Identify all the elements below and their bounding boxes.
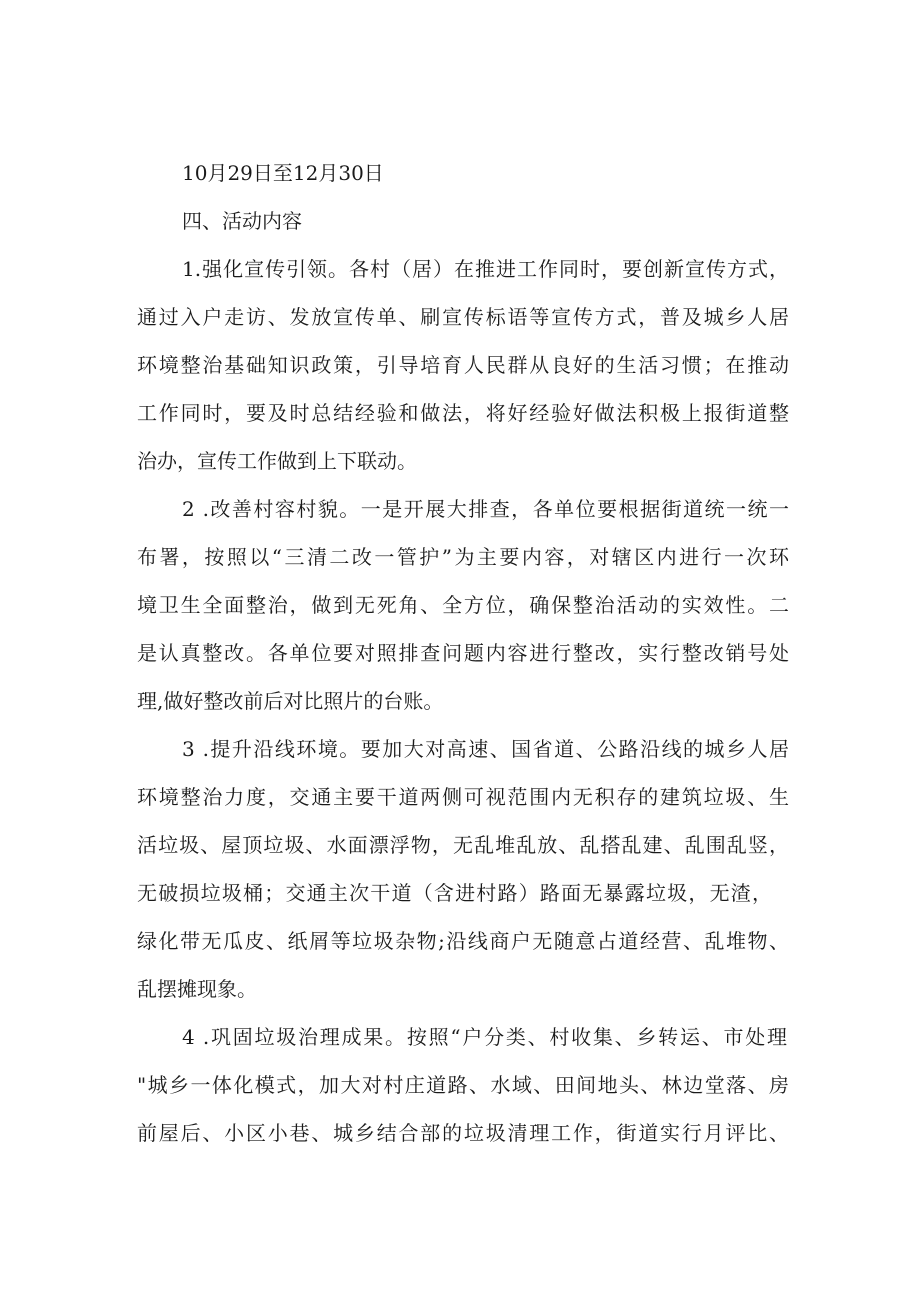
paragraph-3-line-5: 绿化带无瓜皮、纸屑等垃圾杂物;沿线商户无随意占道经营、乱堆物、	[137, 929, 789, 953]
paragraph-1-line-2: 通过入户走访、发放宣传单、刷宣传标语等宣传方式，普及城乡人居	[137, 305, 789, 329]
paragraph-2-line-3: 境卫生全面整治，做到无死角、全方位，确保整治活动的实效性。二	[137, 593, 789, 617]
paragraph-4-line-2: "城乡一体化模式，加大对村庄道路、水域、田间地头、林边堂落、房	[137, 1073, 789, 1097]
paragraph-1-line-5: 治办，宣传工作做到上下联动。	[137, 449, 417, 473]
paragraph-2-line-5: 理,做好整改前后对比照片的台账。	[137, 689, 444, 713]
paragraph-3-line-6: 乱摆摊现象。	[137, 977, 257, 1001]
section-heading: 四、活动内容	[182, 209, 302, 233]
paragraph-3-line-2: 环境整治力度，交通主要干道两侧可视范围内无积存的建筑垃圾、生	[137, 785, 789, 809]
paragraph-4-line-3: 前屋后、小区小巷、城乡结合部的垃圾清理工作，街道实行月评比、	[137, 1121, 789, 1145]
paragraph-2-line-4: 是认真整改。各单位要对照排查问题内容进行整改，实行整改销号处	[137, 641, 789, 665]
paragraph-2-line-1: 2 .改善村容村貌。一是开展大排查，各单位要根据街道统一统一	[182, 497, 789, 521]
paragraph-4-line-1: 4 .巩固垃圾治理成果。按照“户分类、村收集、乡转运、市处理	[182, 1025, 787, 1049]
paragraph-3-line-3: 活垃圾、屋顶垃圾、水面漂浮物，无乱堆乱放、乱搭乱建、乱围乱竖，	[137, 833, 789, 857]
paragraph-3-line-4: 无破损垃圾桶；交通主次干道（含进村路）路面无暴露垃圾，无渣，	[137, 881, 772, 905]
paragraph-2-line-2: 布署，按照以“三清二改一管护”为主要内容，对辖区内进行一次环	[137, 545, 789, 569]
paragraph-3-line-1: 3 .提升沿线环境。要加大对高速、国省道、公路沿线的城乡人居	[182, 737, 789, 761]
paragraph-1-line-3: 环境整治基础知识政策，引导培育人民群从良好的生活习惯；在推动	[137, 353, 789, 377]
date-range-line: 10月29日至12月30日	[182, 161, 384, 185]
paragraph-1-line-4: 工作同时，要及时总结经验和做法，将好经验好做法积极上报街道整	[137, 401, 789, 425]
paragraph-1-line-1: 1.强化宣传引领。各村（居）在推进工作同时，要创新宣传方式，	[182, 257, 789, 281]
